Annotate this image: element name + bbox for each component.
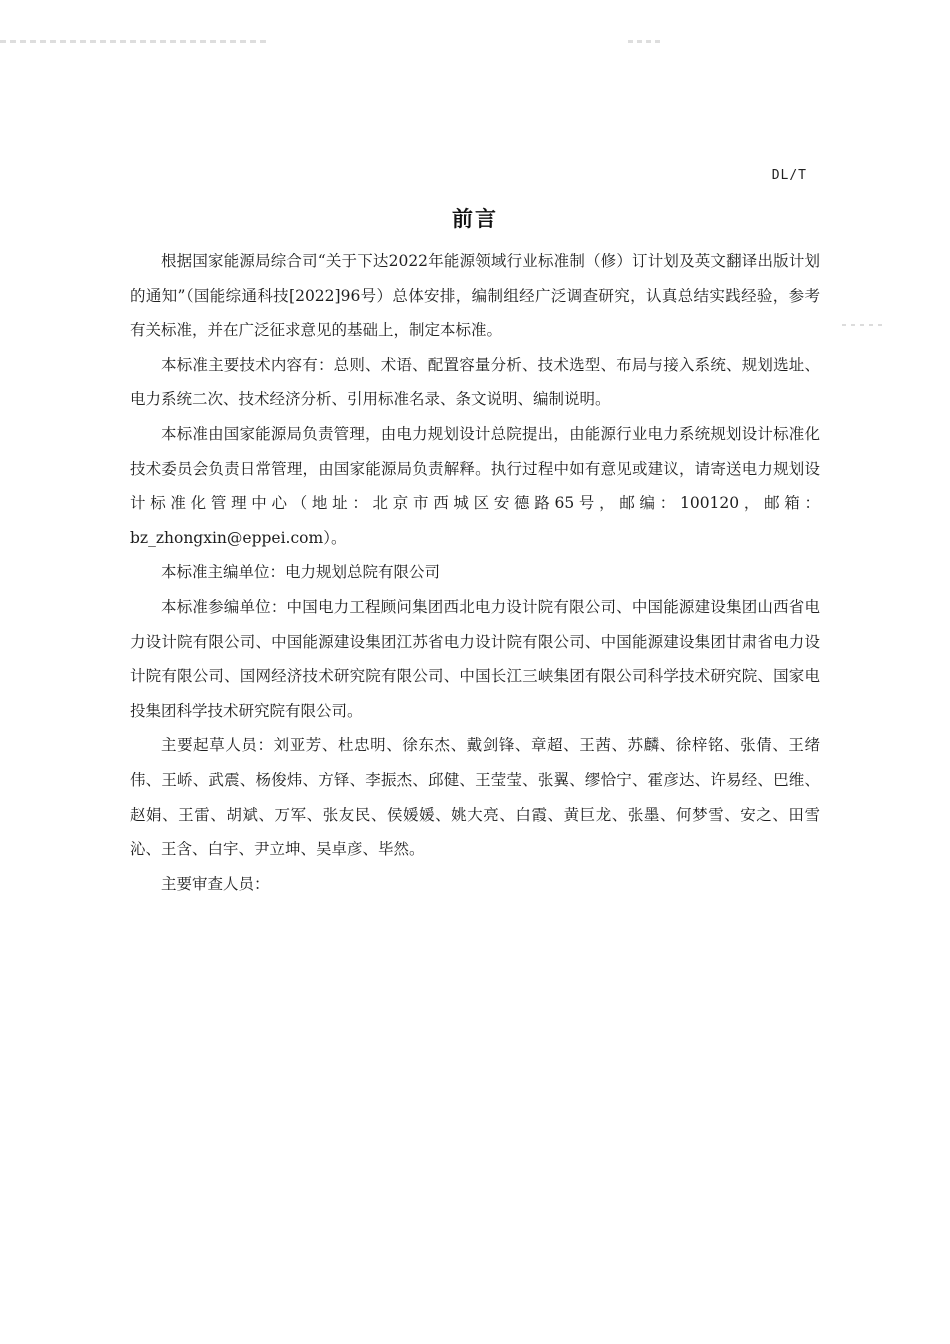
document-code: DL/T [771, 168, 807, 183]
scan-artifact [0, 40, 270, 43]
scan-artifact [842, 324, 882, 326]
paragraph-management: 本标准由国家能源局负责管理，由电力规划设计总院提出，由能源行业电力系统规划设计标准化技术委员会负责日常管理，由国家能源局负责解释。执行过程中如有意见或建议，请寄送电力规划设计标准化管理中心（地址：北京市西城区安德路65号，邮编：100120，邮箱：bz_zhongxin@eppei.com）。 [130, 424, 820, 547]
paragraph-background: 根据国家能源局综合司“关于下达2022年能源领域行业标准制（修）订计划及英文翻译出版计划的通知”（国能综通科技[2022]96号）总体安排，编制组经广泛调查研究，认真总结实践经验，参考有关标准，并在广泛征求意见的基础上，制定本标准。 [130, 252, 820, 340]
preface-body [130, 244, 820, 901]
paragraph-reviewers: 主要审查人员： [161, 874, 270, 893]
paragraph-chief-editor: 本标准主编单位：电力规划总院有限公司 [161, 563, 441, 582]
scan-artifact [628, 40, 662, 43]
paragraph-drafters: 主要起草人员：刘亚芳、杜忠明、徐东杰、戴剑锋、章超、王茜、苏麟、徐梓铭、张倩、王绪伟、王峤、武震、杨俊炜、方铎、李振杰、邱健、王莹莹、张翼、缪恰宁、霍彦达、许易经、巴维、赵娟、王雷、胡斌、万军、张友民、侯媛媛、姚大亮、白霞、黄巨龙、张墨、何梦雪、安之、田雪沁、王含、白宇、尹立坤、吴卓彦、毕然。 [130, 736, 820, 859]
paragraph-participating-units: 本标准参编单位：中国电力工程顾问集团西北电力设计院有限公司、中国能源建设集团山西省电力设计院有限公司、中国能源建设集团江苏省电力设计院有限公司、中国能源建设集团甘肃省电力设计院有限公司、国网经济技术研究院有限公司、中国长江三峡集团有限公司科学技术研究院、国家电投集团科学技术研究院有限公司。 [130, 597, 820, 720]
paragraph-main-content: 本标准主要技术内容有：总则、术语、配置容量分析、技术选型、布局与接入系统、规划选址、电力系统二次、技术经济分析、引用标准名录、条文说明、编制说明。 [130, 355, 820, 409]
page-title: 前言 [452, 207, 498, 231]
